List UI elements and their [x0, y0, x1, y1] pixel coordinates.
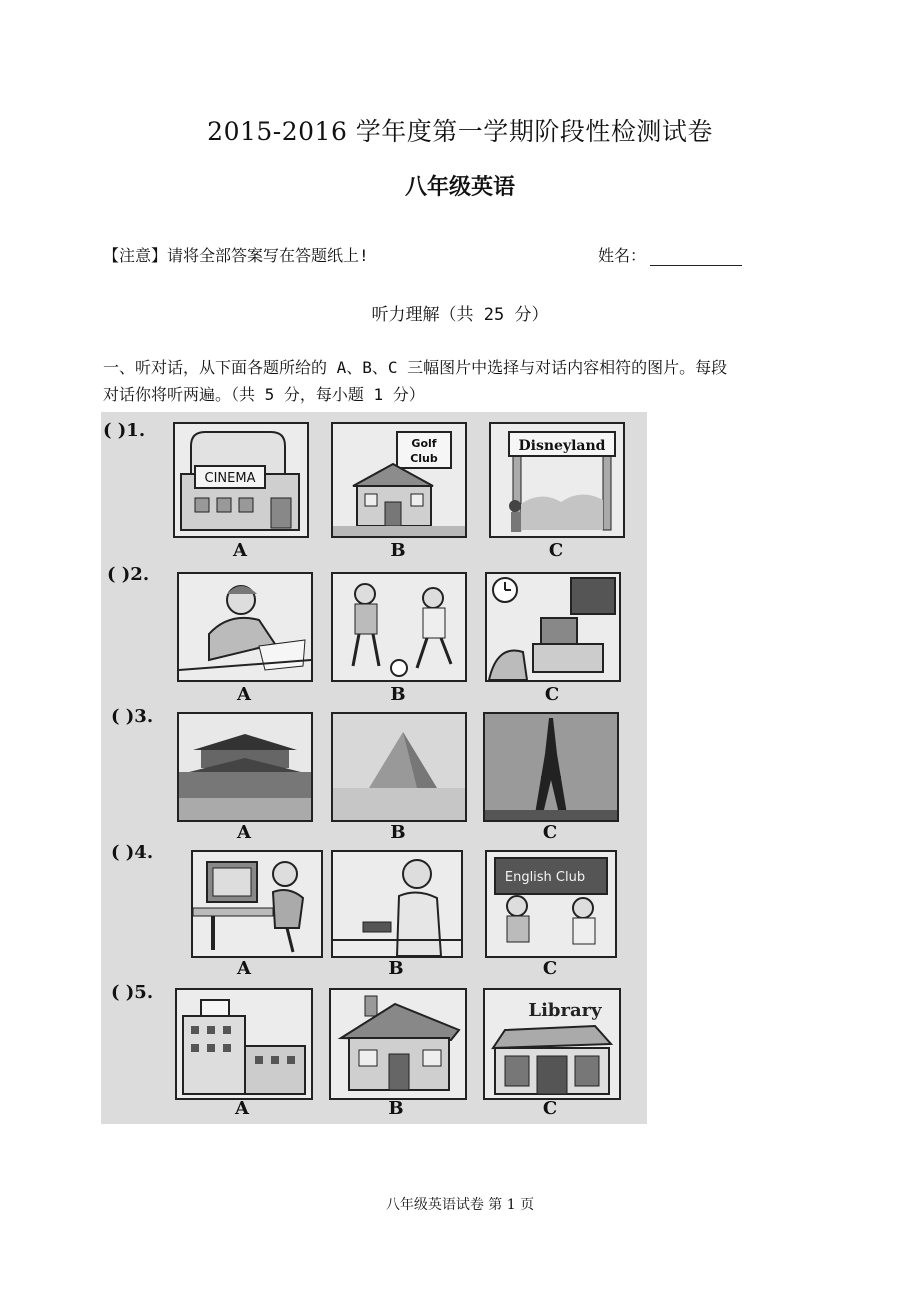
option-label: B [388, 958, 404, 979]
option-label: B [390, 822, 406, 843]
boys-playing-football-picture [331, 572, 467, 682]
option-label: C [548, 540, 564, 561]
golf-club-picture [331, 422, 467, 538]
english-club-picture [485, 850, 617, 958]
boy-writing-picture [177, 572, 313, 682]
library-sign: Library [528, 1000, 602, 1021]
man-on-phone-picture [331, 850, 463, 958]
option-label: A [237, 684, 251, 705]
option-label: C [542, 1098, 558, 1119]
scanned-picture-sheet [101, 412, 647, 1124]
option-label: B [390, 684, 406, 705]
svg-text:Golf: Golf [411, 437, 437, 450]
girl-at-computer-picture [191, 850, 323, 958]
eiffel-tower-picture [483, 712, 619, 822]
disneyland-sign: Disneyland [518, 438, 606, 454]
hospital-picture [175, 988, 313, 1100]
exam-subtitle: 八年级英语 [404, 174, 515, 200]
exam-title: 2015-2016 学年度第一学期阶段性检测试卷 [207, 117, 713, 146]
cinema-picture [173, 422, 309, 538]
library-picture [483, 988, 621, 1100]
question-number: ( )2. [107, 564, 150, 585]
notice-text: 【注意】请将全部答案写在答题纸上! [103, 246, 369, 265]
section-title: 听力理解（共 25 分） [371, 305, 549, 325]
question-number: ( )3. [111, 706, 154, 727]
option-label: C [542, 822, 558, 843]
cinema-sign: CINEMA [204, 471, 256, 486]
question-number: ( )1. [103, 420, 146, 441]
page-footer: 八年级英语试卷 第 1 页 [385, 1197, 535, 1213]
option-label: B [390, 540, 406, 561]
watching-tv-picture [485, 572, 621, 682]
forbidden-city-picture [177, 712, 313, 822]
house-picture [329, 988, 467, 1100]
option-label: C [544, 684, 560, 705]
english-club-sign: English Club [504, 870, 586, 885]
svg-text:Club: Club [410, 452, 438, 465]
option-label: A [237, 958, 251, 979]
section-instruction [103, 354, 833, 408]
name-field [598, 243, 742, 266]
option-label: A [235, 1098, 249, 1119]
option-label: B [388, 1098, 404, 1119]
option-label: A [233, 540, 247, 561]
question-number: ( )5. [111, 982, 154, 1003]
disneyland-picture [489, 422, 625, 538]
option-label: C [542, 958, 558, 979]
name-blank-line [650, 249, 742, 266]
instruction-line-1: 一、听对话，从下面各题所给的 A、B、C 三幅图片中选择与对话内容相符的图片。每段 [103, 358, 728, 377]
pyramids-picture [331, 712, 467, 822]
name-label: 姓名： [598, 246, 647, 265]
instruction-line-2: 对话你将听两遍。（共 5 分，每小题 1 分） [103, 385, 425, 404]
option-label: A [237, 822, 251, 843]
question-number: ( )4. [111, 842, 154, 863]
